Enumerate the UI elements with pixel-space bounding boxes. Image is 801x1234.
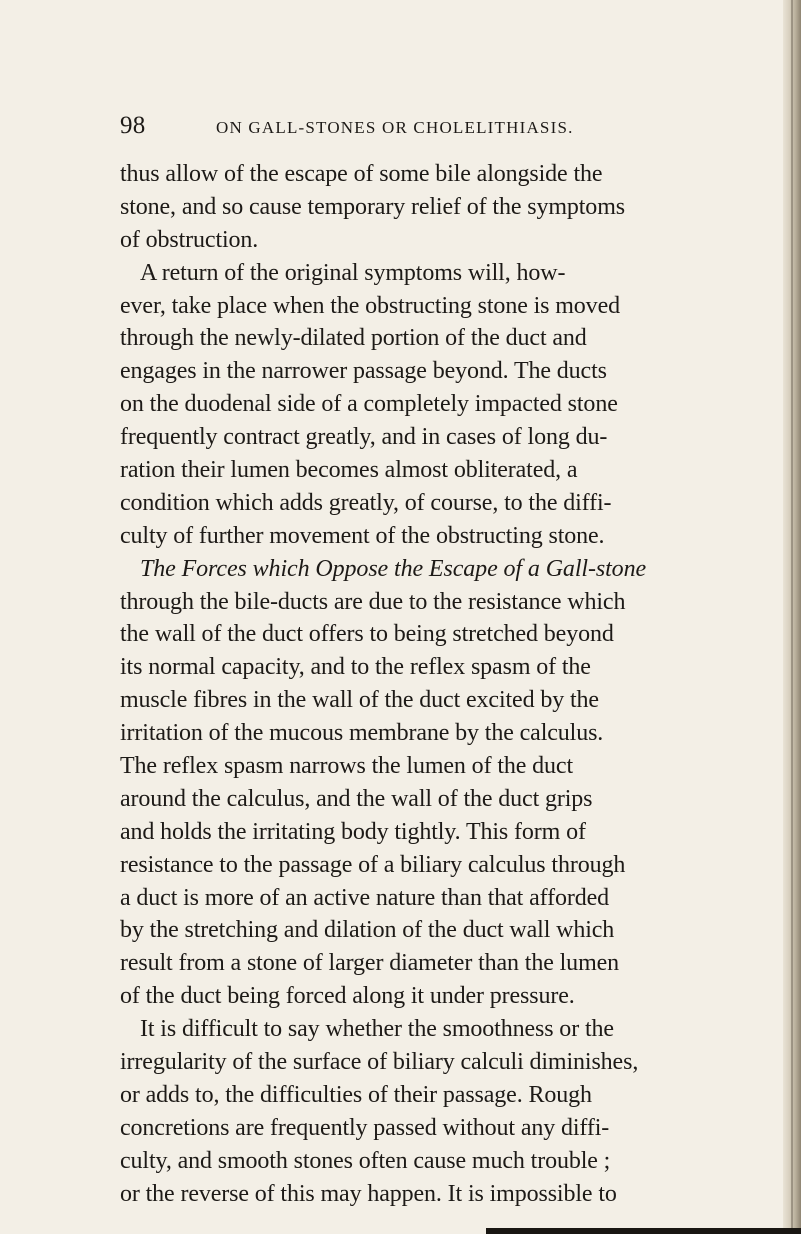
text-line: through the bile-ducts are due to the resistance which (120, 588, 626, 615)
text-line: its normal capacity, and to the reflex spasm of the (120, 654, 591, 681)
text-line: result from a stone of larger diameter than the lumen (120, 950, 620, 977)
text-line: thus allow of the escape of some bile alongside the (120, 161, 603, 187)
text-line: concretions are frequently passed without any diffi- (120, 1114, 610, 1141)
text-line: around the calculus, and the wall of the duct grips (120, 785, 593, 812)
page-text-block (120, 112, 735, 1211)
text-line: ration their lumen becomes almost obliterated, a (120, 457, 578, 484)
text-line: frequently contract greatly, and in cases of long du- (120, 424, 608, 451)
text-line: a duct is more of an active nature than that afforded (120, 884, 609, 911)
text-line: of the duct being forced along it under pressure. (120, 983, 575, 1010)
text-line: The reflex spasm narrows the lumen of the duct (120, 753, 573, 780)
text-line: engages in the narrower passage beyond. The ducts (120, 358, 607, 385)
paragraph-start-line: A return of the original symptoms will, how- (140, 259, 566, 286)
text-line: resistance to the passage of a biliary calculus through (120, 851, 626, 878)
text-line: condition which adds greatly, of course, to the diffi- (120, 489, 612, 516)
running-head (120, 112, 735, 140)
page-number: 98 (120, 112, 146, 139)
section-heading-line: The Forces which Oppose the Escape of a Gall-stone (140, 555, 647, 582)
bottom-edge-rule (486, 1228, 801, 1234)
text-line: on the duodenal side of a completely impacted stone (120, 391, 618, 418)
text-line: ever, take place when the obstructing stone is moved (120, 292, 620, 319)
body-text (120, 158, 735, 1211)
text-line: or adds to, the difficulties of their passage. Rough (120, 1081, 592, 1108)
running-head-title: ON GALL-STONES OR CHOLELITHIASIS. (216, 118, 574, 137)
text-line: the wall of the duct offers to being stretched beyond (120, 621, 614, 648)
text-line: or the reverse of this may happen. It is impossible to (120, 1180, 617, 1207)
text-line: culty, and smooth stones often cause much trouble ; (120, 1147, 611, 1174)
paragraph-start-line: It is difficult to say whether the smoothness or the (140, 1016, 614, 1043)
text-line: through the newly-dilated portion of the duct and (120, 325, 587, 352)
text-line: of obstruction. (120, 226, 259, 253)
binding-shadow-line (791, 0, 793, 1234)
text-line: stone, and so cause temporary relief of the symptoms (120, 193, 625, 220)
text-line: irritation of the mucous membrane by the calculus. (120, 720, 604, 747)
text-line: by the stretching and dilation of the duct wall which (120, 917, 615, 944)
text-line: irregularity of the surface of biliary calculi diminishes, (120, 1049, 639, 1076)
text-line: and holds the irritating body tightly. This form of (120, 818, 586, 845)
text-line: muscle fibres in the wall of the duct excited by the (120, 687, 599, 714)
text-line: culty of further movement of the obstructing stone. (120, 522, 605, 549)
